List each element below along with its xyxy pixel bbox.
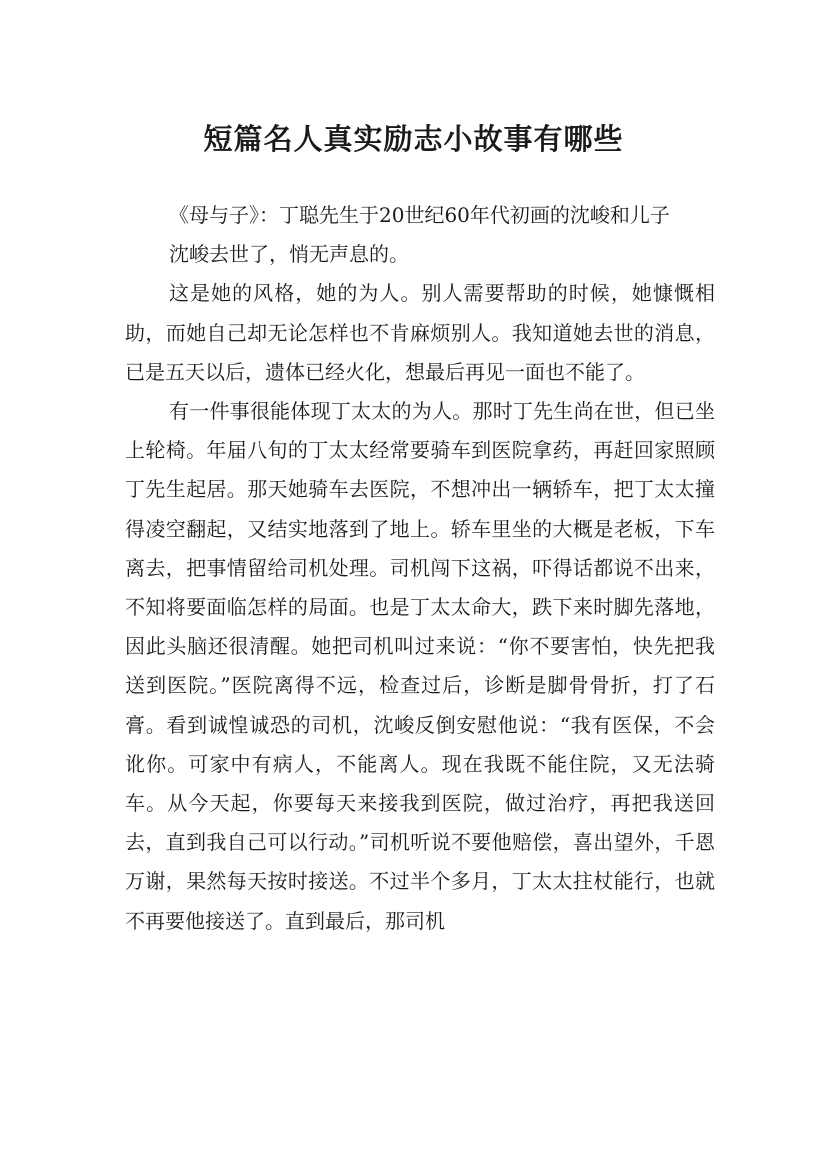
paragraph-1: 沈峻去世了，悄无声息的。: [169, 242, 409, 267]
paragraph-caption: 《母与子》：丁聪先生于20世纪60年代初画的沈峻和儿子: [169, 203, 670, 227]
document-body: [125, 196, 715, 941]
document-title: 短篇名人真实励志小故事有哪些: [203, 122, 624, 157]
paragraph-2: 这是她的风格，她的为人。别人需要帮助的时候，她慷慨相助，而她自己却无论怎样也不肯麻烦别人。我知道她去世的消息，已是五天以后，遗体已经火化，想最后再见一面也不能了。: [125, 281, 715, 384]
paragraph-3: 有一件事很能体现丁太太的为人。那时丁先生尚在世，但已坐上轮椅。年届八旬的丁太太经常要骑车到医院拿药，再赶回家照顾丁先生起居。那天她骑车去医院，不想冲出一辆轿车，把丁太太撞得凌空翻起，又结实地落到了地上。轿车里坐的大概是老板，下车离去，把事情留给司机处理。司机闯下这祸，吓得话都说不出来，不知将要面临怎样的局面。也是丁太太命大，跌下来时脚先落地，因此头脑还很清醒。她把司机叫过来说：“你不要害怕，快先把我送到医院。”医院离得不远，检查过后，诊断是脚骨骨折，打了石膏。看到诚惶诚恐的司机，沈峻反倒安慰他说：“我有医保，不会讹你。可家中有病人，不能离人。现在我既不能住院，又无法骑车。从今天起，你要每天来接我到医院，做过治疗，再把我送回去，直到我自己可以行动。”司机听说不要他赔偿，喜出望外，千恩万谢，果然每天按时接送。不过半个多月，丁太太拄杖能行，也就不再要他接送了。直到最后，那司机: [125, 399, 715, 933]
